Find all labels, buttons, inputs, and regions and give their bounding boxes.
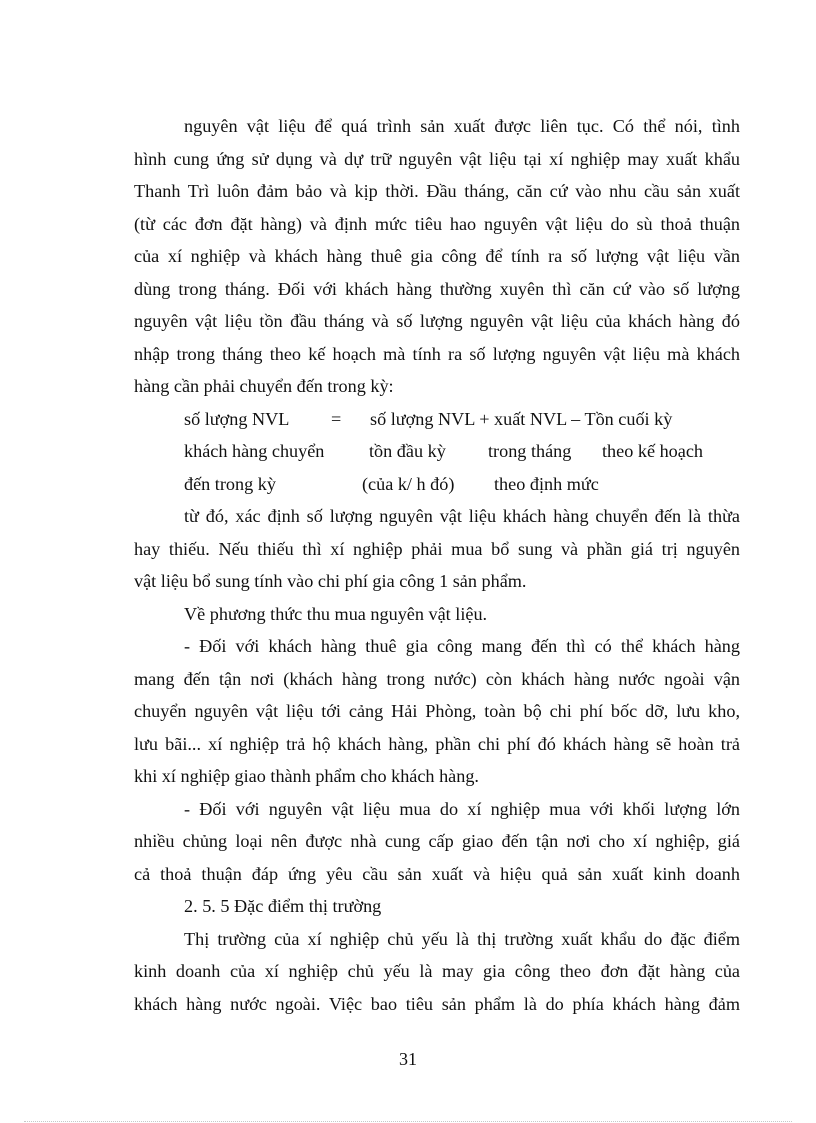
text-line: nhiều chủng loại nên được nhà cung cấp giao đến tận nơi cho xí nghiệp, giá <box>134 831 740 851</box>
formula-term: (của k/ h đó) <box>362 473 455 494</box>
text-line: nhập trong tháng theo kế hoạch mà tính ra số lượng nguyên vật liệu mà khách <box>134 343 740 364</box>
page-number: 31 <box>399 1049 417 1069</box>
body-text <box>134 110 740 1020</box>
text-line: nguyên vật liệu tồn đầu tháng và số lượng nguyên vật liệu của khách hàng đó <box>134 311 740 331</box>
text-line: chuyển nguyên vật liệu tới cảng Hải Phòng, toàn bộ chi phí bốc dỡ, lưu kho, <box>134 701 740 721</box>
formula-row-1 <box>134 403 740 436</box>
text-line: lưu bãi... xí nghiệp trả hộ khách hàng, phần chi phí đó khách hàng sẽ hoàn trả <box>134 733 740 754</box>
text-line: Về phương thức thu mua nguyên vật liệu. <box>184 603 488 624</box>
text-line: vật liệu bổ sung tính vào chi phí gia công 1 sản phẩm. <box>134 571 527 591</box>
page-bottom-divider <box>24 1121 792 1122</box>
text-line: Thị trường của xí nghiệp chủ yếu là thị trường xuất khẩu do đặc điểm <box>184 928 740 949</box>
formula-term: khách hàng chuyển <box>184 441 325 461</box>
text-line: kinh doanh của xí nghiệp chủ yếu là may gia công theo đơn đặt hàng của <box>134 961 740 981</box>
formula-term: trong tháng <box>488 441 572 461</box>
formula-term: theo kế hoạch <box>602 441 703 461</box>
text-line: khi xí nghiệp giao thành phẩm cho khách hàng. <box>134 766 479 786</box>
formula-term: theo định mức <box>494 473 599 494</box>
text-line: nguyên vật liệu để quá trình sản xuất được liên tục. Có thể nói, tình <box>184 116 740 136</box>
text-line: dùng trong tháng. Đối với khách hàng thường xuyên thì căn cứ vào số lượng <box>134 278 740 299</box>
text-line: hàng cần phải chuyển đến trong kỳ: <box>134 376 394 396</box>
text-line: - Đối với khách hàng thuê gia công mang đến thì có thể khách hàng <box>184 636 740 656</box>
formula-equals: = <box>331 408 342 429</box>
text-line: từ đó, xác định số lượng nguyên vật liệu khách hàng chuyển đến là thừa <box>184 506 740 526</box>
text-line: (từ các đơn đặt hàng) và định mức tiêu hao nguyên vật liệu do sù thoả thuận <box>134 213 740 234</box>
formula-row-3 <box>134 468 740 501</box>
formula-row-2 <box>134 435 740 468</box>
text-line: của xí nghiệp và khách hàng thuê gia công để tính ra số lượng vật liệu vần <box>134 246 740 266</box>
formula-term: số lượng NVL <box>184 408 290 429</box>
formula-term: số lượng NVL + xuất NVL – Tồn cuối kỳ <box>370 408 673 429</box>
text-line: Thanh Trì luôn đảm bảo và kịp thời. Đầu tháng, căn cứ vào nhu cầu sản xuất <box>134 181 740 201</box>
text-line: - Đối với nguyên vật liệu mua do xí nghiệp mua với khối lượng lớn <box>184 798 740 819</box>
formula-term: đến trong kỳ <box>184 473 276 494</box>
text-line: mang đến tận nơi (khách hàng trong nước) còn khách hàng nước ngoài vận <box>134 668 740 689</box>
text-line: khách hàng nước ngoài. Việc bao tiêu sản phẩm là do phía khách hàng đảm <box>134 993 740 1014</box>
section-heading: 2. 5. 5 Đặc điểm thị trường <box>184 896 382 916</box>
text-line: hay thiếu. Nếu thiếu thì xí nghiệp phải mua bổ sung và phần giá trị nguyên <box>134 538 740 559</box>
text-line: hình cung ứng sử dụng và dự trữ nguyên vật liệu tại xí nghiệp may xuất khẩu <box>134 148 740 169</box>
formula-term: tồn đầu kỳ <box>369 441 446 461</box>
text-line: cả thoả thuận đáp ứng yêu cầu sản xuất và hiệu quả sản xuất kinh doanh <box>134 863 740 884</box>
